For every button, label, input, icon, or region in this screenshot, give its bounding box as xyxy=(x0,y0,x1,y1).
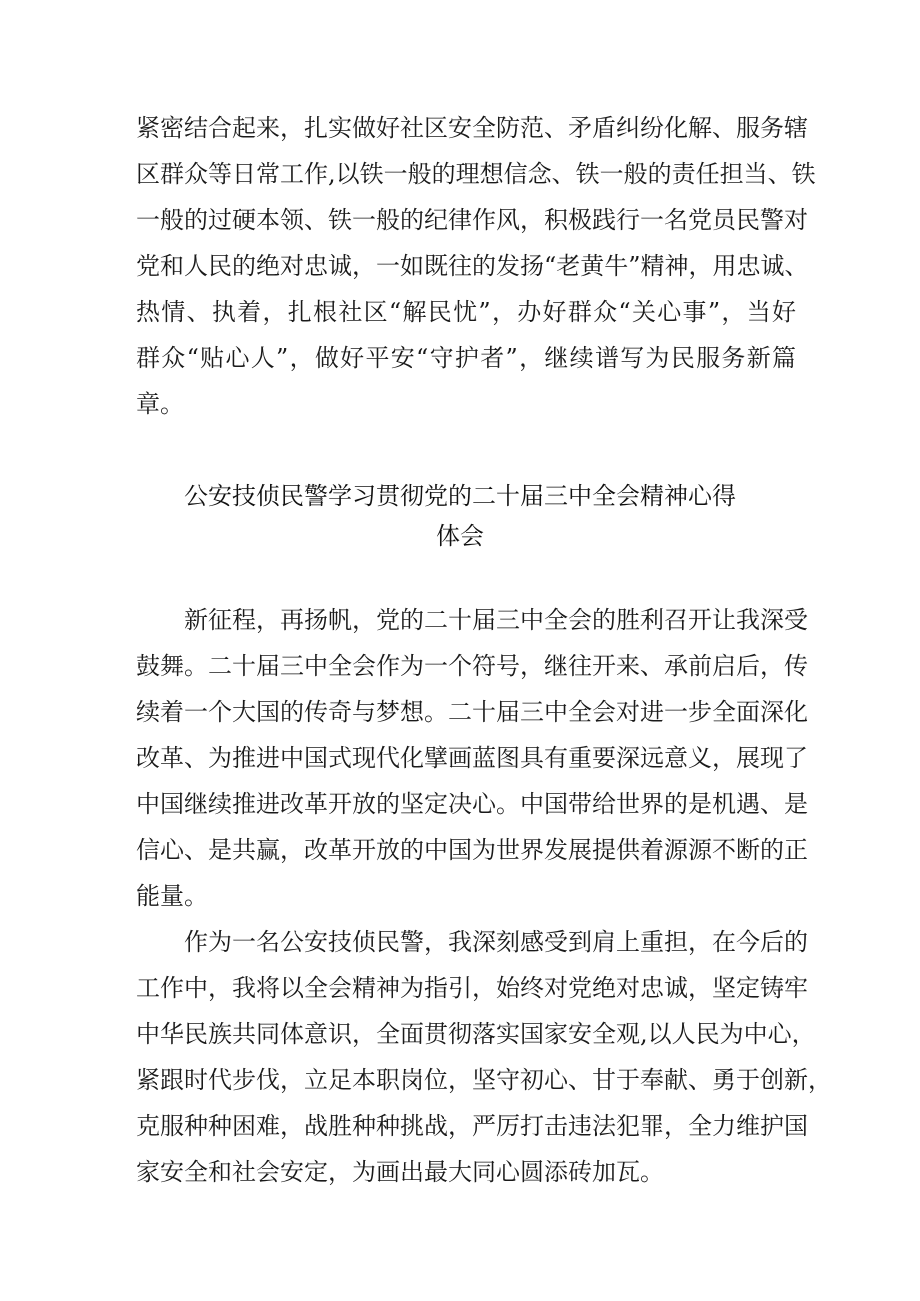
paragraph-line: 紧跟时代步伐，立足本职岗位，坚守初心、甘于奉献、勇于创新， xyxy=(136,1066,832,1094)
paragraph-line: 作为一名公安技侦民警，我深刻感受到肩上重担，在今后的 xyxy=(184,928,808,956)
paragraph-line: 中国继续推进改革开放的坚定决心。中国带给世界的是机遇、是 xyxy=(136,790,808,818)
article-title-line-1: 公安技侦民警学习贯彻党的二十届三中全会精神心得 xyxy=(184,482,736,510)
paragraph-line: 信心、是共赢，改革开放的中国为世界发展提供着源源不断的正 xyxy=(136,836,808,864)
paragraph-line: 中华民族共同体意识，全面贯彻落实国家安全观,以人民为中心， xyxy=(136,1020,816,1048)
paragraph-line: 家安全和社会安定，为画出最大同心圆添砖加瓦。 xyxy=(136,1158,664,1186)
paragraph-line: 克服种种困难，战胜种种挑战，严厉打击违法犯罪，全力维护国 xyxy=(136,1112,808,1140)
paragraph-line: 区群众等日常工作,以铁一般的理想信念、铁一般的责任担当、铁 xyxy=(136,160,816,188)
paragraph-line: 鼓舞。二十届三中全会作为一个符号，继往开来、承前启后，传 xyxy=(136,652,808,680)
paragraph-line: 工作中，我将以全会精神为指引，始终对党绝对忠诚，坚定铸牢 xyxy=(136,974,808,1002)
paragraph-line: 党和人民的绝对忠诚，一如既往的发扬“老黄牛”精神，用忠诚、 xyxy=(136,252,809,280)
paragraph-line: 新征程，再扬帆，党的二十届三中全会的胜利召开让我深受 xyxy=(184,606,808,634)
paragraph-line: 一般的过硬本领、铁一般的纪律作风，积极践行一名党员民警对 xyxy=(136,206,808,234)
paragraph-line: 能量。 xyxy=(136,882,208,910)
paragraph-line: 改革、为推进中国式现代化擘画蓝图具有重要深远意义，展现了 xyxy=(136,744,808,772)
article-title-line-2: 体会 xyxy=(436,522,484,550)
paragraph-line: 热情、执着，扎根社区“解民忧”，办好群众“关心事”，当好 xyxy=(136,298,796,326)
paragraph-line: 章。 xyxy=(136,390,184,418)
paragraph-line: 紧密结合起来，扎实做好社区安全防范、矛盾纠纷化解、服务辖 xyxy=(136,114,808,142)
paragraph-line: 续着一个大国的传奇与梦想。二十届三中全会对进一步全面深化 xyxy=(136,698,808,726)
paragraph-line: 群众“贴心人”，做好平安“守护者”，继续谱写为民服务新篇 xyxy=(136,344,796,372)
